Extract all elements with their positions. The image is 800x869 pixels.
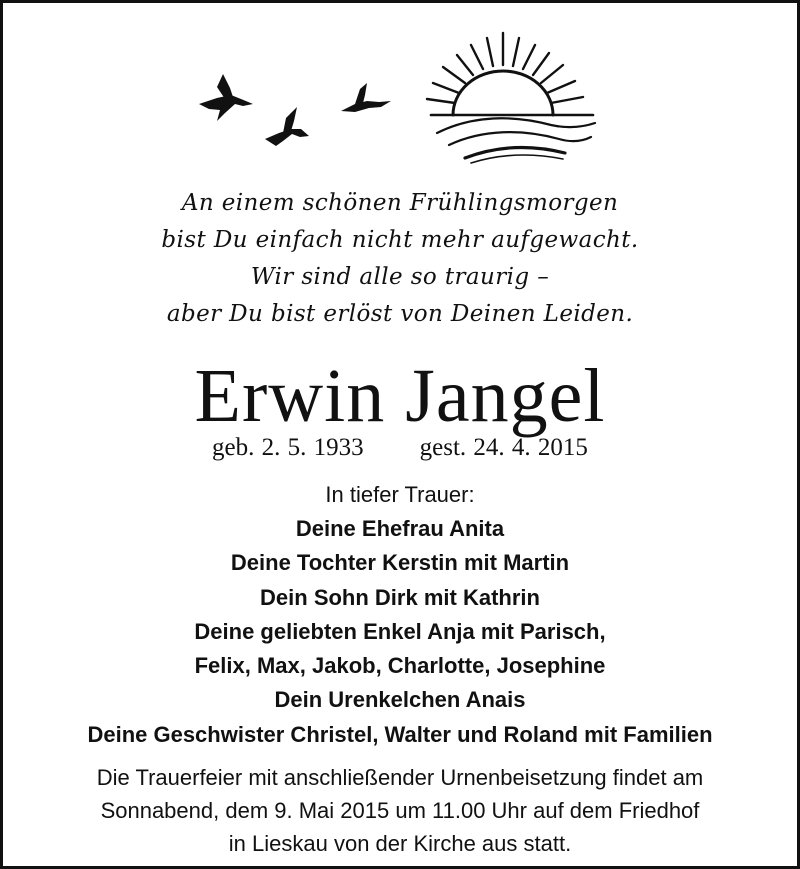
service-line: Die Trauerfeier mit anschließender Urnenbeisetzung findet am: [96, 765, 704, 790]
memorial-poem: [3, 185, 797, 333]
mourner-line: Deine Geschwister Christel, Walter und Roland mit Familien: [87, 721, 713, 747]
deceased-name: Erwin Jangel: [194, 354, 606, 438]
life-dates: [3, 431, 797, 465]
mourner-line: Dein Sohn Dirk mit Kathrin: [260, 584, 540, 610]
flying-bird-icon: [341, 83, 391, 112]
mourners-list: [3, 512, 797, 752]
poem-line: Wir sind alle so traurig –: [250, 264, 550, 290]
poem-line: bist Du einfach nicht mehr aufgewacht.: [161, 227, 639, 253]
service-line: Sonnabend, dem 9. Mai 2015 um 11.00 Uhr auf dem Friedhof: [100, 798, 700, 823]
service-line: in Lieskau von der Kirche aus statt.: [228, 831, 572, 856]
mourner-line: Deine geliebten Enkel Anja mit Parisch,: [194, 618, 606, 644]
poem-line: An einem schönen Frühlingsmorgen: [181, 190, 619, 216]
header-illustration: [3, 3, 797, 178]
birds-group: [199, 74, 391, 146]
flying-bird-icon: [199, 74, 253, 121]
funeral-service-info: [3, 761, 797, 860]
mourner-line: Deine Tochter Kerstin mit Martin: [230, 550, 570, 576]
mourner-line: Felix, Max, Jakob, Charlotte, Josephine: [194, 653, 606, 679]
mourning-intro: In tiefer Trauer:: [325, 482, 475, 507]
birth-date: geb. 2. 5. 1933: [212, 434, 364, 461]
mourner-line: Dein Urenkelchen Anais: [274, 687, 526, 713]
sunset-icon: [427, 33, 595, 163]
flying-bird-icon: [265, 107, 309, 146]
death-date: gest. 24. 4. 2015: [419, 434, 588, 461]
poem-line: aber Du bist erlöst von Deinen Leiden.: [166, 301, 634, 327]
mourner-line: Deine Ehefrau Anita: [295, 516, 505, 541]
